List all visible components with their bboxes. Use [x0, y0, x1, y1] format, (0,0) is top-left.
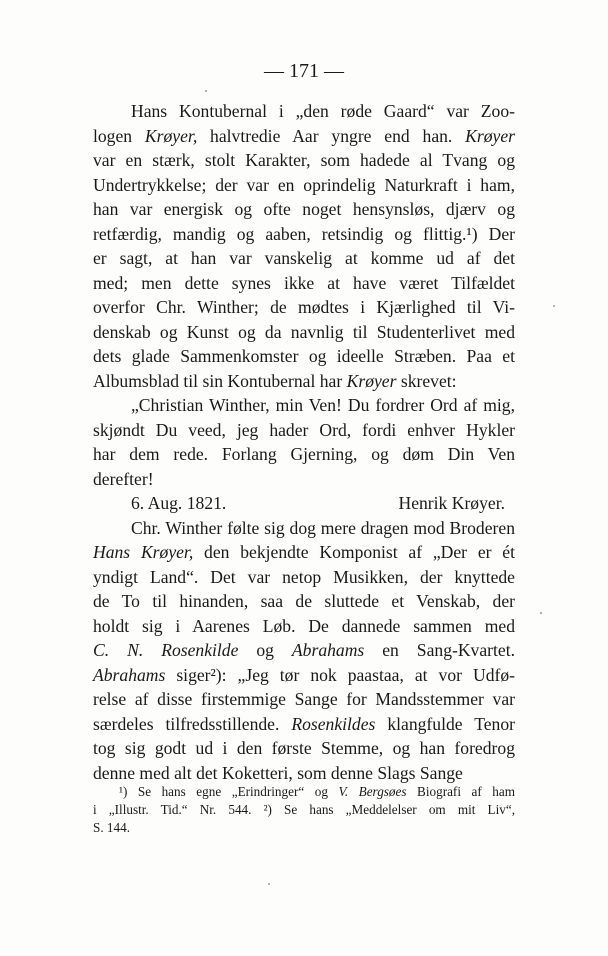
text-line — [93, 516, 515, 541]
text-line — [93, 369, 515, 394]
text-run: „Christian Winther, min Ven! Du fordrer Ord af mig, — [131, 395, 515, 415]
text-run: Biografi af ham — [406, 784, 516, 799]
italic-name: C. N. Rosenkilde — [93, 640, 239, 660]
text-run: Albumsblad til sin Kontubernal har — [93, 370, 347, 391]
text-line — [93, 687, 515, 712]
text-run: logen — [93, 125, 145, 146]
italic-name: Hans Krøyer, — [93, 542, 194, 562]
quote-block — [93, 393, 515, 491]
text-run: yndigt Land“. Det var netop Musikken, der knyttede — [93, 566, 515, 587]
text-run: retfærdig, mandig og aaben, retsindig og flittig.¹) Der — [93, 223, 515, 244]
signature-line — [93, 491, 515, 516]
italic-name: Abrahams — [93, 664, 166, 685]
text-run: skjøndt Du veed, jeg hader Ord, fordi enhver Hykler — [93, 419, 515, 440]
text-line — [93, 197, 515, 222]
text-run: dets glade Sammenkomster og ideelle Stræben. Paa et — [93, 346, 515, 366]
text-line — [93, 393, 515, 418]
paper-speck — [205, 90, 207, 92]
text-run: og — [238, 640, 292, 660]
text-line — [93, 712, 515, 737]
text-run: Undertrykkelse; der var en oprindelig Naturkraft i ham, — [93, 174, 515, 195]
text-line — [93, 565, 515, 590]
text-line — [93, 344, 515, 369]
text-run: ¹) Se hans egne „Erindringer“ og — [119, 784, 339, 799]
paper-speck — [553, 305, 555, 307]
text-line — [93, 783, 515, 801]
text-line — [93, 173, 515, 198]
text-line — [93, 295, 515, 320]
italic-name: Krøyer — [346, 370, 397, 391]
footnotes — [93, 783, 515, 837]
text-run: i „Illustr. Tid.“ Nr. 544. ²) Se hans „Meddelelser om mit Liv“, — [93, 802, 515, 817]
text-run: denskab og Kunst og da navnlig til Studenterlivet med — [93, 321, 515, 342]
signature-date: 6. Aug. 1821. — [131, 493, 227, 513]
text-run: overfor Chr. Winther; de mødtes i Kjærlighed til Vi- — [93, 297, 515, 317]
text-run: Hans Kontubernal i „den røde Gaard“ var Zoo- — [131, 101, 515, 121]
paper-speck — [268, 883, 270, 885]
text-line — [93, 222, 515, 247]
text-line — [93, 540, 515, 565]
italic-name: Abrahams — [291, 640, 365, 660]
text-run: relse af disse firstemmige Sange for Mandsstemmer var — [93, 689, 515, 709]
text-run: tog sig godt ud i den første Stemme, og han foredrog — [93, 738, 515, 758]
text-run: en Sang-Kvartet. — [364, 640, 515, 660]
italic-name: Krøyer, — [144, 125, 198, 146]
text-run: skrevet: — [396, 370, 457, 391]
text-line — [93, 761, 515, 786]
paragraph-1 — [93, 99, 515, 393]
italic-name: Krøyer — [465, 125, 515, 146]
text-line — [93, 819, 515, 837]
text-run: halvtredie Aar yngre end han. — [197, 125, 466, 146]
text-run: klangfulde Tenor — [375, 713, 515, 734]
text-line — [93, 271, 515, 296]
text-line — [93, 638, 515, 663]
signature-name: Henrik Krøyer. — [398, 493, 505, 513]
text-line — [93, 99, 515, 124]
text-line — [93, 801, 515, 819]
text-run: S. 144. — [93, 820, 131, 835]
text-run: den bekjendte Komponist af „Der er ét — [193, 542, 515, 562]
text-run: de To til hinanden, saa de sluttede et Venskab, der — [93, 591, 515, 611]
text-line — [93, 614, 515, 639]
paragraph-2 — [93, 516, 515, 786]
text-line — [93, 418, 515, 443]
text-line — [93, 467, 515, 492]
text-run: holdt sig i Aarenes Løb. De dannede sammen med — [93, 615, 515, 636]
page-number: — 171 — — [264, 60, 344, 82]
text-line — [93, 736, 515, 761]
text-line — [93, 442, 515, 467]
text-run: denne med alt det Koketteri, som denne Slags Sange — [93, 762, 463, 783]
text-line — [93, 148, 515, 173]
text-run: var en stærk, stolt Karakter, som hadede al Tvang og — [93, 150, 515, 170]
italic-name: Rosenkildes — [291, 713, 376, 734]
text-run: han var energisk og ofte noget hensynsløs, djærv og — [93, 199, 515, 219]
text-run: Chr. Winther følte sig dog mere dragen mod Broderen — [131, 517, 515, 538]
italic-name: V. Bergsøes — [338, 784, 407, 799]
main-text — [93, 99, 515, 785]
text-run: derefter! — [93, 468, 154, 489]
text-line — [93, 246, 515, 271]
text-run: er sagt, at han var vanskelig at komme ud af det — [93, 248, 515, 268]
text-run: siger²): „Jeg tør nok paastaa, at vor Udfø- — [165, 664, 515, 685]
text-run: har dem rede. Forlang Gjerning, og døm Din Ven — [93, 444, 515, 464]
text-line — [93, 124, 515, 149]
text-run: særdeles tilfredsstillende. — [93, 713, 292, 734]
paper-speck — [540, 612, 542, 614]
text-line — [93, 589, 515, 614]
text-run: med; men dette synes ikke at have været Tilfældet — [93, 272, 515, 293]
text-line — [93, 320, 515, 345]
text-line — [93, 663, 515, 688]
